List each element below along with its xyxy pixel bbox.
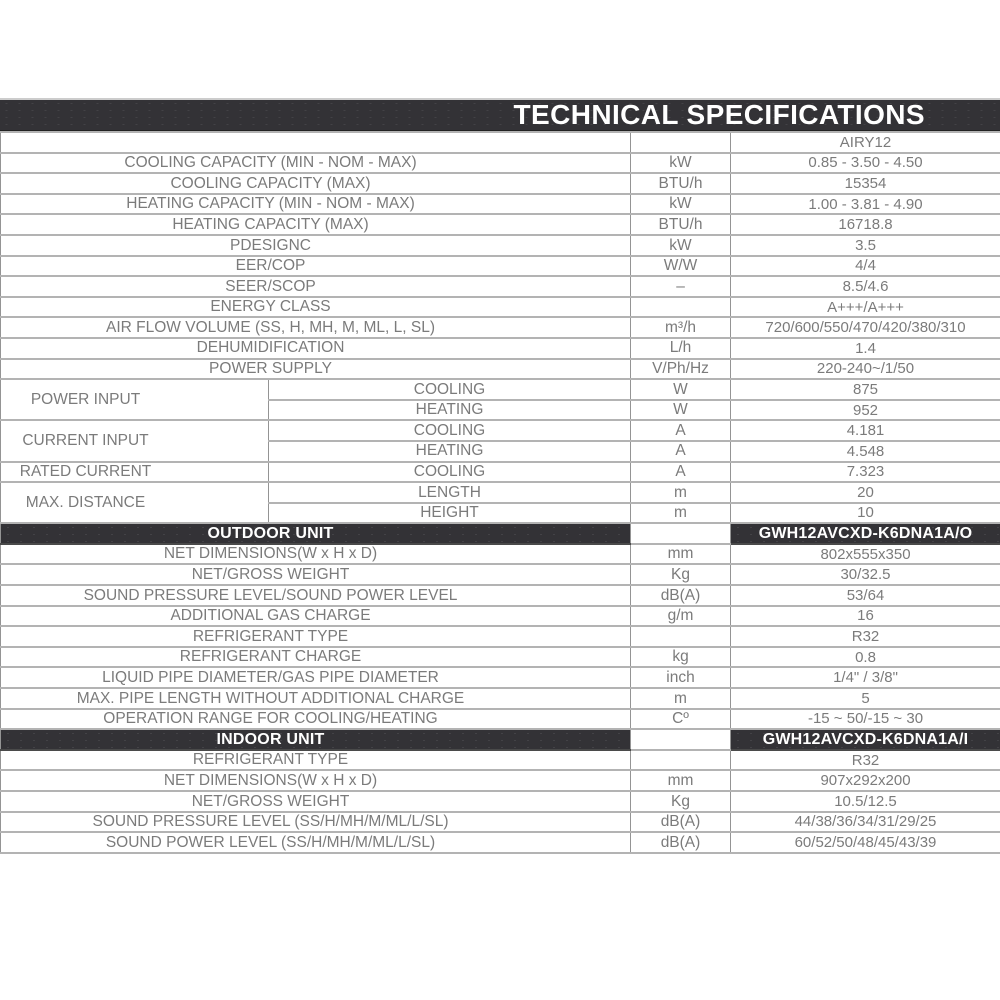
unit	[631, 626, 731, 647]
sub-label: COOLING	[269, 462, 631, 483]
sub-label: HEATING	[269, 400, 631, 421]
spec-row	[1, 256, 1000, 277]
value: 802x555x350	[731, 544, 1000, 565]
section-bar-row	[1, 729, 1000, 750]
value: 16718.8	[731, 214, 1000, 235]
value: 4.181	[731, 420, 1000, 441]
model-header-row	[1, 132, 1000, 153]
spec-row	[1, 606, 1000, 627]
spec-row	[1, 791, 1000, 812]
value: R32	[731, 750, 1000, 771]
value: 44/38/36/34/31/29/25	[731, 812, 1000, 833]
value: A+++/A+++	[731, 297, 1000, 318]
unit: L/h	[631, 338, 731, 359]
spec-label: EER/COP	[1, 256, 631, 277]
spec-label: LIQUID PIPE DIAMETER/GAS PIPE DIAMETER	[1, 667, 631, 688]
spec-row	[1, 832, 1000, 853]
unit: Cº	[631, 709, 731, 730]
section-model-code: GWH12AVCXD-K6DNA1A/I	[731, 729, 1000, 750]
spec-row	[1, 564, 1000, 585]
model-name: AIRY12	[731, 132, 1000, 153]
value: 4/4	[731, 256, 1000, 277]
value: 0.8	[731, 647, 1000, 668]
value: 10.5/12.5	[731, 791, 1000, 812]
spec-row	[1, 194, 1000, 215]
title-bar	[0, 98, 1000, 131]
value: 8.5/4.6	[731, 276, 1000, 297]
spec-row	[1, 359, 1000, 380]
spec-row	[1, 667, 1000, 688]
group-sub-row	[1, 379, 1000, 400]
value: 30/32.5	[731, 564, 1000, 585]
section-gap	[631, 523, 731, 544]
value: 7.323	[731, 462, 1000, 483]
unit: BTU/h	[631, 173, 731, 194]
spec-row	[1, 544, 1000, 565]
group-label: MAX. DISTANCE	[1, 482, 269, 523]
sub-label: HEATING	[269, 441, 631, 462]
unit: –	[631, 276, 731, 297]
spec-row	[1, 338, 1000, 359]
value: 952	[731, 400, 1000, 421]
unit: m³/h	[631, 317, 731, 338]
unit: A	[631, 441, 731, 462]
spec-label: REFRIGERANT TYPE	[1, 626, 631, 647]
spec-label: MAX. PIPE LENGTH WITHOUT ADDITIONAL CHARGE	[1, 688, 631, 709]
sub-label: LENGTH	[269, 482, 631, 503]
sub-label: COOLING	[269, 420, 631, 441]
spec-label: REFRIGERANT TYPE	[1, 750, 631, 771]
spec-table	[0, 131, 1000, 854]
spec-row	[1, 688, 1000, 709]
value: 1.4	[731, 338, 1000, 359]
spec-label: POWER SUPPLY	[1, 359, 631, 380]
value: 15354	[731, 173, 1000, 194]
unit: dB(A)	[631, 832, 731, 853]
unit: mm	[631, 770, 731, 791]
value: 3.5	[731, 235, 1000, 256]
spec-row	[1, 626, 1000, 647]
spec-label: COOLING CAPACITY (MIN - NOM - MAX)	[1, 153, 631, 174]
unit: Kg	[631, 791, 731, 812]
sub-label: HEIGHT	[269, 503, 631, 524]
value: 1/4" / 3/8"	[731, 667, 1000, 688]
spec-label: REFRIGERANT CHARGE	[1, 647, 631, 668]
spec-row	[1, 235, 1000, 256]
unit: W	[631, 379, 731, 400]
spec-label: HEATING CAPACITY (MAX)	[1, 214, 631, 235]
value: 1.00 - 3.81 - 4.90	[731, 194, 1000, 215]
spec-row	[1, 750, 1000, 771]
spec-label: OPERATION RANGE FOR COOLING/HEATING	[1, 709, 631, 730]
spec-row	[1, 276, 1000, 297]
value: 720/600/550/470/420/380/310	[731, 317, 1000, 338]
value: 16	[731, 606, 1000, 627]
spec-row	[1, 647, 1000, 668]
unit: m	[631, 482, 731, 503]
value: 4.548	[731, 441, 1000, 462]
spec-row	[1, 770, 1000, 791]
spec-table-body	[1, 132, 1000, 853]
unit: m	[631, 503, 731, 524]
spec-label: SOUND PRESSURE LEVEL (SS/H/MH/M/ML/L/SL)	[1, 812, 631, 833]
spec-label: HEATING CAPACITY (MIN - NOM - MAX)	[1, 194, 631, 215]
spec-label: NET/GROSS WEIGHT	[1, 791, 631, 812]
value: 60/52/50/48/45/43/39	[731, 832, 1000, 853]
spec-label: NET DIMENSIONS(W x H x D)	[1, 770, 631, 791]
spec-row	[1, 214, 1000, 235]
spec-label: ENERGY CLASS	[1, 297, 631, 318]
value: 20	[731, 482, 1000, 503]
spec-label: SOUND POWER LEVEL (SS/H/MH/M/ML/L/SL)	[1, 832, 631, 853]
spec-row	[1, 317, 1000, 338]
section-title: INDOOR UNIT	[1, 729, 631, 750]
group-sub-row	[1, 462, 1000, 483]
unit: V/Ph/Hz	[631, 359, 731, 380]
unit: dB(A)	[631, 585, 731, 606]
spec-row	[1, 585, 1000, 606]
spec-label: DEHUMIDIFICATION	[1, 338, 631, 359]
section-gap	[631, 729, 731, 750]
unit: W	[631, 400, 731, 421]
value: 5	[731, 688, 1000, 709]
unit	[631, 750, 731, 771]
unit: g/m	[631, 606, 731, 627]
group-label: POWER INPUT	[1, 379, 269, 420]
spec-label: ADDITIONAL GAS CHARGE	[1, 606, 631, 627]
value: 53/64	[731, 585, 1000, 606]
unit: m	[631, 688, 731, 709]
group-sub-row	[1, 482, 1000, 503]
unit: dB(A)	[631, 812, 731, 833]
unit: A	[631, 420, 731, 441]
spec-label: COOLING CAPACITY (MAX)	[1, 173, 631, 194]
value: 0.85 - 3.50 - 4.50	[731, 153, 1000, 174]
unit: Kg	[631, 564, 731, 585]
section-model-code: GWH12AVCXD-K6DNA1A/O	[731, 523, 1000, 544]
spec-row	[1, 173, 1000, 194]
unit: kW	[631, 235, 731, 256]
value: 10	[731, 503, 1000, 524]
unit	[631, 132, 731, 153]
unit: mm	[631, 544, 731, 565]
spec-label: PDESIGNC	[1, 235, 631, 256]
unit	[631, 297, 731, 318]
spec-row	[1, 297, 1000, 318]
spec-label	[1, 132, 631, 153]
value: 907x292x200	[731, 770, 1000, 791]
spec-label: NET/GROSS WEIGHT	[1, 564, 631, 585]
unit: A	[631, 462, 731, 483]
value: R32	[731, 626, 1000, 647]
group-sub-row	[1, 420, 1000, 441]
spec-label: AIR FLOW VOLUME (SS, H, MH, M, ML, L, SL)	[1, 317, 631, 338]
unit: kW	[631, 153, 731, 174]
unit: kg	[631, 647, 731, 668]
section-title: OUTDOOR UNIT	[1, 523, 631, 544]
spec-label: SOUND PRESSURE LEVEL/SOUND POWER LEVEL	[1, 585, 631, 606]
spec-row	[1, 812, 1000, 833]
value: 220-240~/1/50	[731, 359, 1000, 380]
section-bar-row	[1, 523, 1000, 544]
spec-label: NET DIMENSIONS(W x H x D)	[1, 544, 631, 565]
unit: inch	[631, 667, 731, 688]
group-label: RATED CURRENT	[1, 462, 269, 483]
unit: W/W	[631, 256, 731, 277]
page-title: TECHNICAL SPECIFICATIONS	[513, 99, 925, 130]
group-label: CURRENT INPUT	[1, 420, 269, 461]
value: -15 ~ 50/-15 ~ 30	[731, 709, 1000, 730]
sub-label: COOLING	[269, 379, 631, 400]
unit: BTU/h	[631, 214, 731, 235]
spec-label: SEER/SCOP	[1, 276, 631, 297]
spec-row	[1, 153, 1000, 174]
value: 875	[731, 379, 1000, 400]
spec-row	[1, 709, 1000, 730]
unit: kW	[631, 194, 731, 215]
